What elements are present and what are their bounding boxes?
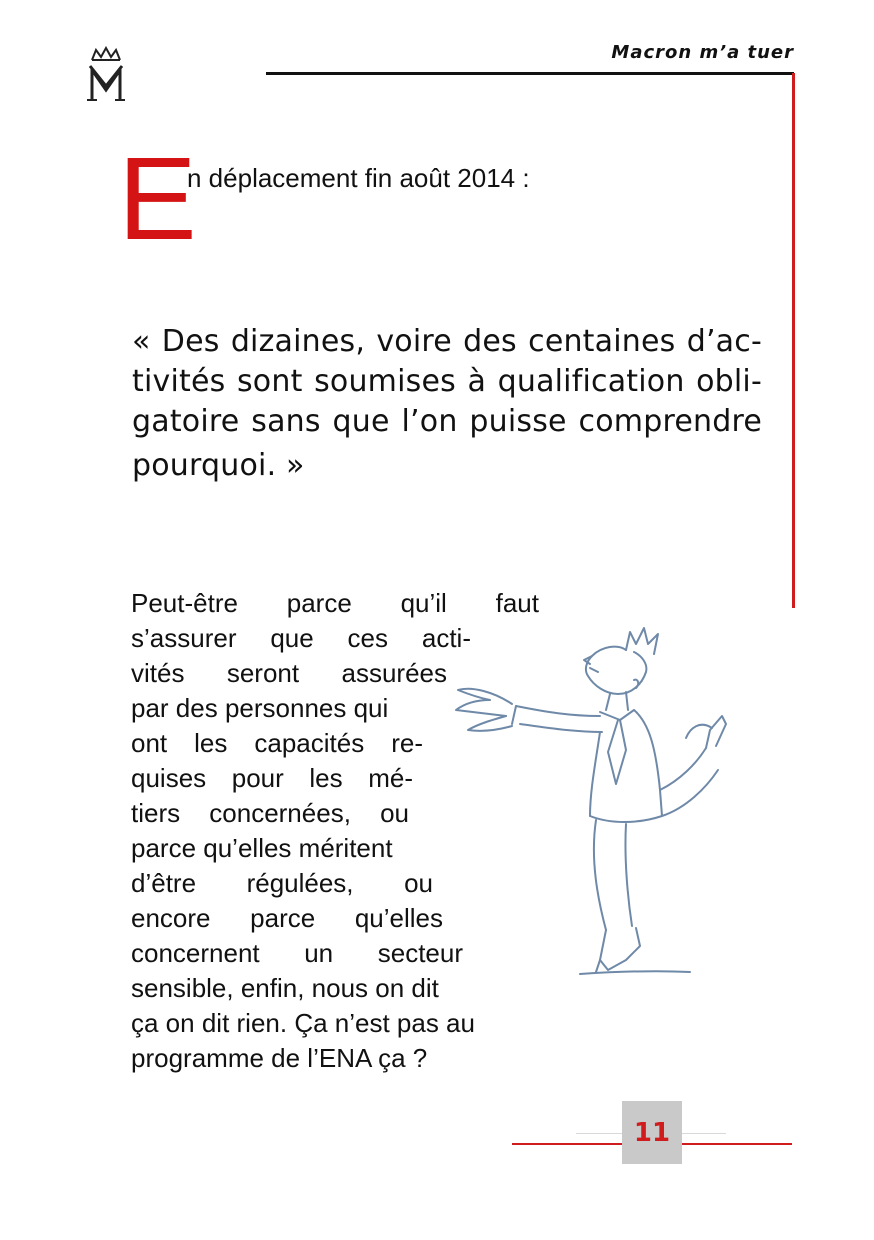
body-line: tiers concernées, ou [131, 798, 409, 828]
header-rule [266, 72, 794, 75]
drop-cap: E [118, 133, 197, 265]
page-number: 11 [622, 1101, 682, 1164]
intro-line: n déplacement fin août 2014 : [187, 163, 530, 193]
quote-line: gatoire sans que l’on puisse comprendre [132, 404, 762, 439]
body-line: encore parce qu’elles [131, 903, 443, 933]
body-line: d’être régulées, ou [131, 868, 433, 898]
body-line: concernent un secteur [131, 938, 463, 968]
body-line: ont les capacités re- [131, 728, 423, 758]
quote-line: « Des dizaines, voire des centaines d’ac- [132, 324, 762, 359]
body-line: ça on dit rien. Ça n’est pas au [131, 1008, 475, 1038]
crowned-monogram-logo-icon [84, 46, 128, 104]
body-line: vités seront assurées [131, 658, 447, 688]
body-line: programme de l’ENA ça ? [131, 1043, 428, 1073]
dancing-king-sketch-icon [450, 620, 730, 980]
body-line: parce qu’elles méritent [131, 833, 393, 863]
margin-rule [792, 73, 795, 608]
running-title: Macron m’a tuer [611, 42, 794, 63]
body-line: Peut-être parce qu’il faut [131, 588, 539, 618]
body-line: sensible, enfin, nous on dit [131, 973, 439, 1003]
body-line: par des personnes qui [131, 693, 389, 723]
pull-quote [132, 322, 762, 486]
quote-line: pourquoi. » [132, 448, 305, 483]
body-line: quises pour les mé- [131, 763, 413, 793]
quote-line: tivités sont soumises à qualification obli- [132, 364, 762, 399]
body-line: s’assurer que ces acti- [131, 623, 471, 653]
